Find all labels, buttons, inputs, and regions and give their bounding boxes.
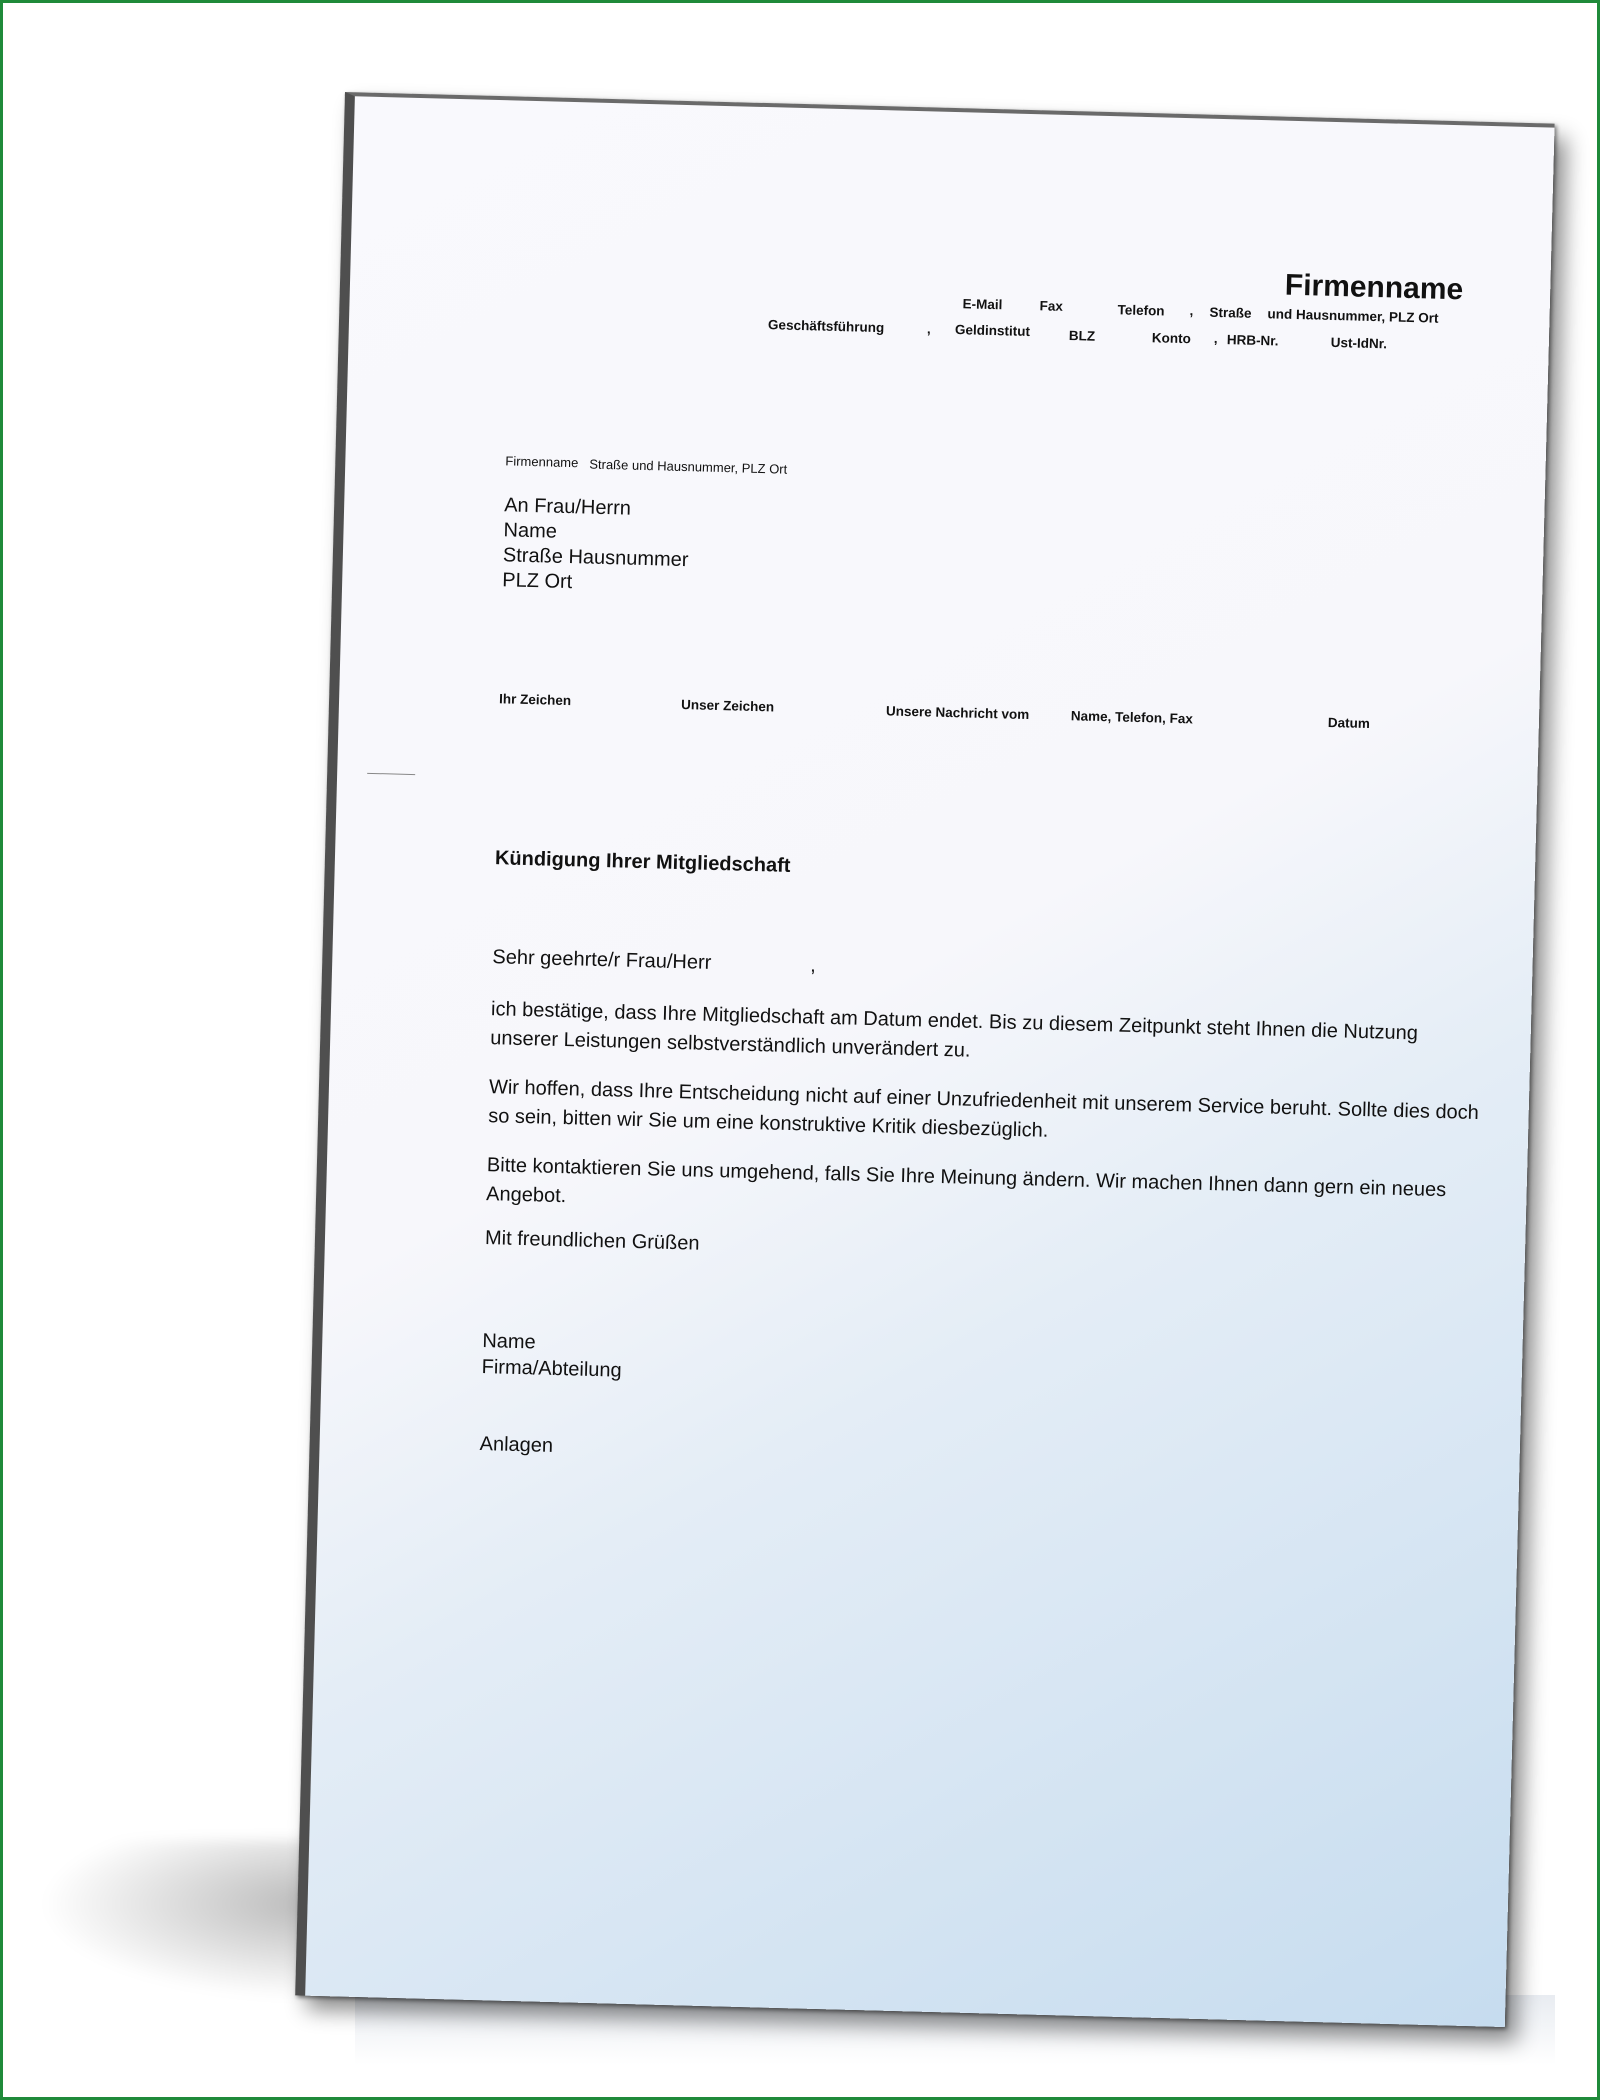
signature-block bbox=[481, 1328, 622, 1384]
letterhead-comma-2: , bbox=[926, 321, 931, 337]
recipient-address bbox=[502, 493, 690, 598]
sender-line-address: Straße und Hausnummer, PLZ Ort bbox=[589, 456, 788, 477]
letter-paragraph-1: ich bestätige, dass Ihre Mitgliedschaft am Datum endet. Bis zu diesem Zeitpunkt steht Ihnen die Nutzung unserer Leistungen selbstverständlich unverändert zu. bbox=[489, 998, 1419, 1062]
letterhead-geschaeftsfuehrung: Geschäftsführung bbox=[767, 317, 885, 336]
signature-department: Firma/Abteilung bbox=[481, 1356, 622, 1382]
letter-attachments: Anlagen bbox=[479, 1432, 554, 1457]
recipient-name: Name bbox=[503, 519, 558, 543]
fold-mark bbox=[367, 773, 415, 775]
letterhead-email: E-Mail bbox=[962, 296, 1003, 313]
letter-subject: Kündigung Ihrer Mitgliedschaft bbox=[494, 847, 791, 877]
recipient-street: Straße Hausnummer bbox=[502, 544, 689, 572]
letterhead-strasse: Straße bbox=[1209, 304, 1252, 321]
letter-paragraph-3: Bitte kontaktieren Sie uns umgehend, falls Sie Ihre Meinung ändern. Wir machen Ihnen dann gern ein neues Angebot. bbox=[485, 1154, 1447, 1208]
ref-ihr-zeichen: Ihr Zeichen bbox=[498, 691, 572, 709]
letter-closing: Mit freundlichen Grüßen bbox=[484, 1227, 700, 1255]
letterhead-konto: Konto bbox=[1151, 330, 1192, 347]
letterhead-comma: , bbox=[1189, 303, 1194, 319]
sender-line-company: Firmenname bbox=[505, 453, 579, 471]
ref-unsere-nachricht: Unsere Nachricht vom bbox=[885, 703, 1030, 723]
letterhead-company-name: Firmenname bbox=[1284, 268, 1464, 307]
letterhead-geldinstitut: Geldinstitut bbox=[954, 322, 1031, 340]
letterhead-hrb: HRB-Nr. bbox=[1226, 332, 1279, 349]
letterhead-telefon: Telefon bbox=[1117, 302, 1165, 319]
letterhead-ustid: Ust-IdNr. bbox=[1330, 334, 1388, 352]
recipient-salutation-line: An Frau/Herrn bbox=[503, 494, 632, 520]
letterhead-comma-3: , bbox=[1213, 330, 1218, 346]
ref-unser-zeichen: Unser Zeichen bbox=[680, 697, 775, 715]
signature-name: Name bbox=[482, 1330, 536, 1354]
letterhead-fax: Fax bbox=[1039, 298, 1064, 314]
letter-greeting: Sehr geehrte/r Frau/Herr bbox=[492, 946, 712, 974]
letterhead-address: und Hausnummer, PLZ Ort bbox=[1267, 306, 1439, 326]
ref-name-telefon-fax: Name, Telefon, Fax bbox=[1070, 708, 1194, 727]
ref-datum: Datum bbox=[1327, 714, 1371, 732]
letterhead-blz: BLZ bbox=[1068, 328, 1096, 344]
letter-page bbox=[295, 92, 1554, 2027]
letter-paragraph-2: Wir hoffen, dass Ihre Entscheidung nicht auf einer Unzufriedenheit mit unserem Service beruht. Sollte dies doch so sein, bitten wir Sie um eine konstruktive Kritik diesbezüglich. bbox=[487, 1076, 1480, 1142]
letter-greeting-comma: , bbox=[810, 954, 817, 977]
recipient-city: PLZ Ort bbox=[501, 569, 573, 594]
